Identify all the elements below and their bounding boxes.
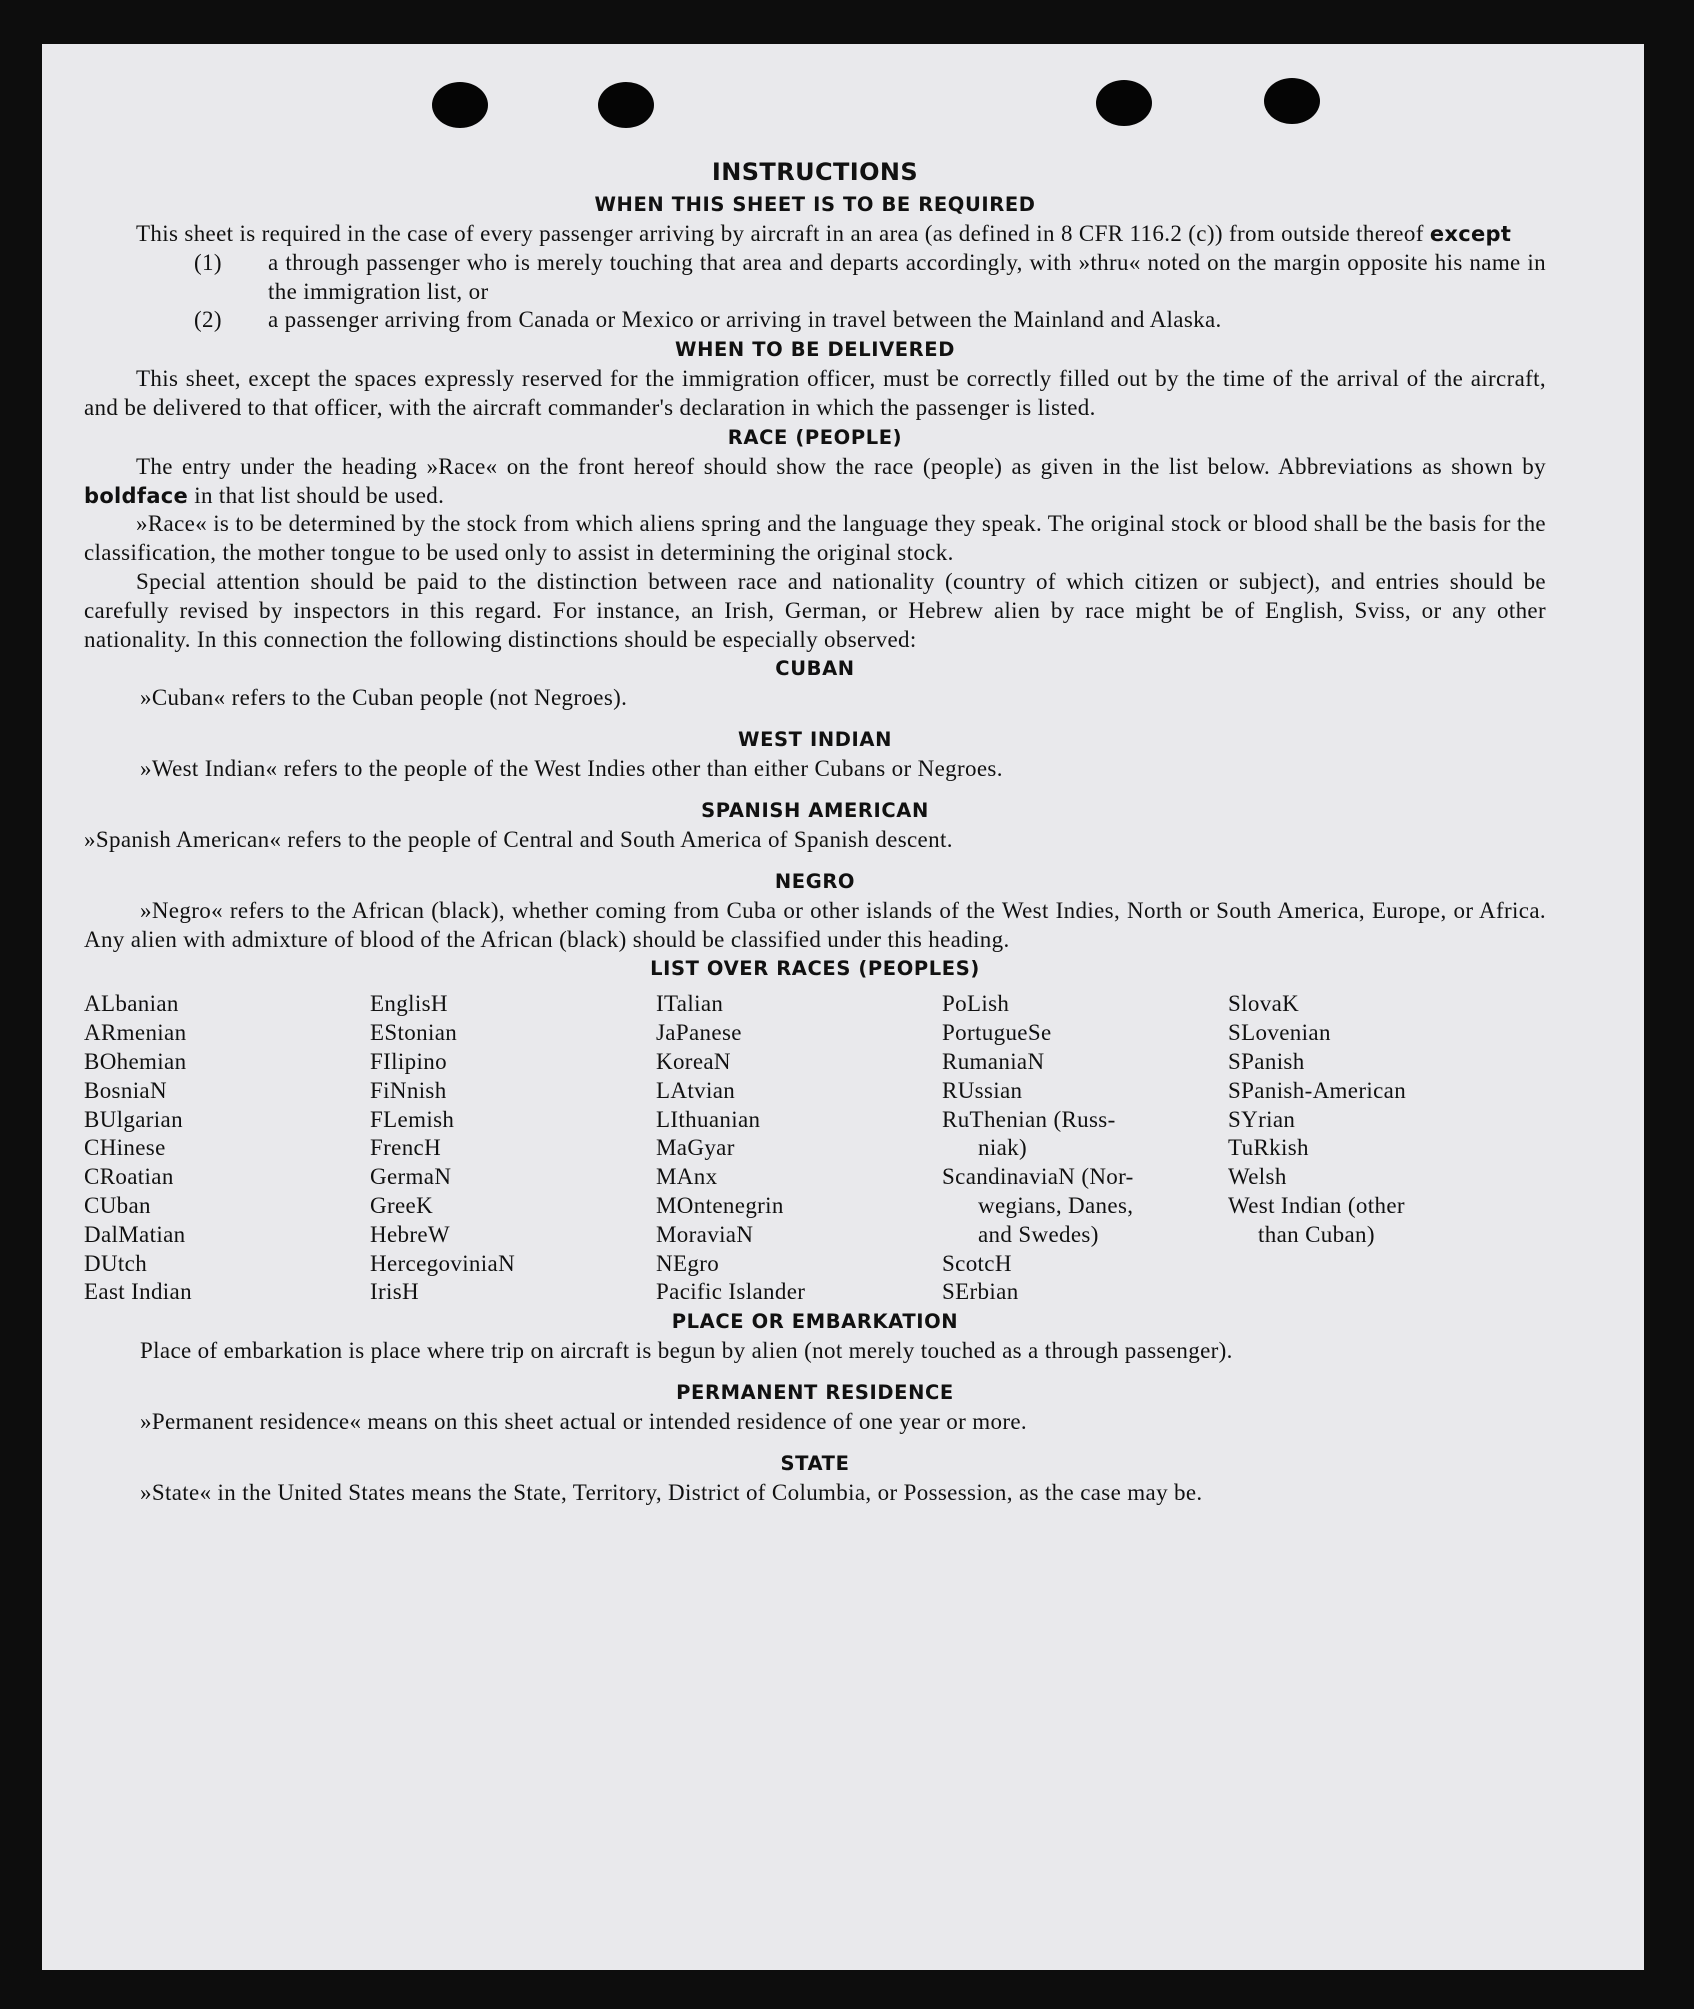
section-heading-required: WHEN THIS SHEET IS TO BE REQUIRED xyxy=(594,193,1036,216)
section-heading-negro: NEGRO xyxy=(774,869,856,893)
race-entry: ScandinaviaN (Nor- xyxy=(942,1164,1134,1190)
race-entry: NEgro xyxy=(656,1250,720,1276)
race-entry: East Indian xyxy=(84,1279,192,1305)
delivered-text: This sheet, except the spaces expressly reserved for the immigration officer, must be correctly filled out by the time of the arrival of the aircraft, and be delivered to that officer, with the aircraft commander's declaration in which the passenger is listed. xyxy=(84,366,1546,420)
race-paragraph-2: »Race« is to be determined by the stock from which aliens spring and the language they speak. The original stock or blood shall be the basis for the classification, the mother tongue to be used only to assist in determining the original stock. xyxy=(84,511,1546,566)
section-heading-embarkation: PLACE OR EMBARKATION xyxy=(671,1310,959,1334)
section-heading-state: STATE xyxy=(780,1451,850,1475)
section-heading-cuban: CUBAN xyxy=(775,657,855,681)
instructions-content xyxy=(84,154,1546,1508)
race-entry: FiNnish xyxy=(370,1077,447,1103)
race-entry-continued: wegians, Danes, xyxy=(978,1192,1134,1218)
exception-item-2: (2) a passenger arriving from Canada or Mexico or arriving in travel between the Mainland and Alaska. xyxy=(194,307,1222,333)
race-entry: SlovaK xyxy=(1228,991,1300,1017)
race-entry: CHinese xyxy=(84,1135,166,1161)
races-column xyxy=(656,990,942,1307)
residence-text: »Permanent residence« means on this sheet actual or intended residence of one year or more. xyxy=(140,1408,1027,1434)
race-entry: GermaN xyxy=(370,1164,452,1190)
race-entry: SLovenian xyxy=(1228,1020,1331,1046)
race-entry: SErbian xyxy=(942,1279,1019,1305)
race-entry: SPanish xyxy=(1228,1048,1305,1074)
race-entry: EnglisH xyxy=(370,991,448,1017)
cuban-text: »Cuban« refers to the Cuban people (not Negroes). xyxy=(140,685,628,711)
exception-item-1: (1) a through passenger who is merely touching that area and departs accordingly, with »thru« noted on the margin opposite his name in the immigration list, or xyxy=(194,249,1546,304)
race-entry: RuThenian (Russ- xyxy=(942,1106,1116,1132)
section-heading-residence: PERMANENT RESIDENCE xyxy=(676,1380,954,1404)
race-entry: ARmenian xyxy=(84,1020,187,1046)
document-sheet xyxy=(42,44,1644,1970)
race-entry: DUtch xyxy=(84,1250,148,1276)
race-entry: BUlgarian xyxy=(84,1106,183,1132)
section-heading-delivered: WHEN TO BE DELIVERED xyxy=(674,338,956,362)
races-column xyxy=(942,990,1228,1307)
section-heading-races-list: LIST OVER RACES (PEOPLES) xyxy=(650,957,980,981)
race-entry: ITalian xyxy=(656,991,724,1017)
race-entry: CRoatian xyxy=(84,1164,174,1190)
race-entry: KoreaN xyxy=(656,1048,731,1074)
punch-hole xyxy=(1096,80,1152,126)
race-entry: IrisH xyxy=(370,1279,420,1305)
races-list xyxy=(84,990,1546,1307)
race-entry: FLemish xyxy=(370,1106,455,1132)
section-heading-spanish-american: SPANISH AMERICAN xyxy=(701,798,929,822)
embarkation-text: Place of embarkation is place where trip on aircraft is begun by alien (not merely touched as a through passenger). xyxy=(140,1338,1233,1364)
race-entry: SPanish-American xyxy=(1228,1077,1407,1103)
races-column xyxy=(1228,990,1518,1307)
race-entry: GreeK xyxy=(370,1192,434,1218)
race-entry: MOntenegrin xyxy=(656,1192,784,1218)
race-entry: EStonian xyxy=(370,1020,458,1046)
race-entry: Pacific Islander xyxy=(656,1279,806,1305)
race-entry: West Indian (other xyxy=(1228,1192,1405,1218)
race-entry: HebreW xyxy=(370,1221,450,1247)
punch-hole xyxy=(1264,78,1320,124)
required-intro: This sheet is required in the case of every passenger arriving by aircraft in an area (as defined in 8 CFR 116.2 (c)) from outside thereof except xyxy=(136,221,1512,246)
race-entry: SYrian xyxy=(1228,1106,1296,1132)
race-entry: LAtvian xyxy=(656,1077,736,1103)
race-entry: BosniaN xyxy=(84,1077,167,1103)
races-column xyxy=(84,990,370,1307)
race-entry: MAnx xyxy=(656,1164,718,1190)
race-entry: MaGyar xyxy=(656,1135,735,1161)
state-text: »State« in the United States means the State, Territory, District of Columbia, or Possession, as the case may be. xyxy=(140,1479,1203,1505)
race-entry: RumaniaN xyxy=(942,1048,1045,1074)
race-entry: RUssian xyxy=(942,1077,1023,1103)
west-indian-text: »West Indian« refers to the people of the West Indies other than either Cubans or Negroes. xyxy=(140,756,1003,782)
section-heading-race: RACE (PEOPLE) xyxy=(727,425,903,449)
race-entry: FIlipino xyxy=(370,1048,447,1074)
page-title: INSTRUCTIONS xyxy=(711,158,919,186)
race-entry: MoraviaN xyxy=(656,1221,754,1247)
race-entry: BOhemian xyxy=(84,1048,187,1074)
race-paragraph-1: The entry under the heading »Race« on the front hereof should show the race (people) as given in the list below. Abbreviations as shown by boldface in that list should be used. xyxy=(84,453,1546,508)
race-paragraph-3: Special attention should be paid to the distinction between race and nationality (country of which citizen or subject), and entries should be carefully revised by inspectors in this regard. For instance, an Irish, German, or Hebrew alien by race might be of English, Sviss, or any other nationality. In this connection the following distinctions should be especially observed: xyxy=(84,568,1546,652)
race-entry: CUban xyxy=(84,1192,151,1218)
races-column xyxy=(370,990,656,1307)
spanish-american-text: »Spanish American« refers to the people of Central and South America of Spanish descent. xyxy=(84,826,953,852)
race-entry: JaPanese xyxy=(656,1020,742,1046)
race-entry: PortugueSe xyxy=(942,1020,1052,1046)
section-heading-west-indian: WEST INDIAN xyxy=(738,728,892,752)
race-entry: LIthuanian xyxy=(656,1106,761,1132)
race-entry: FrencH xyxy=(370,1135,442,1161)
punch-hole xyxy=(598,82,654,128)
punch-hole xyxy=(432,82,488,128)
race-entry-continued: niak) xyxy=(978,1135,1028,1161)
race-entry: ALbanian xyxy=(84,991,179,1017)
negro-text: »Negro« refers to the African (black), whether coming from Cuba or other islands of the West Indies, North or South America, Europe, or Africa. Any alien with admixture of blood of the African (black) should be classified under this heading. xyxy=(84,897,1546,952)
race-entry: PoLish xyxy=(942,991,1010,1017)
race-entry-continued: and Swedes) xyxy=(978,1221,1099,1247)
race-entry: Welsh xyxy=(1228,1164,1287,1190)
race-entry-continued: than Cuban) xyxy=(1258,1221,1375,1247)
race-entry: HercegoviniaN xyxy=(370,1250,516,1276)
race-entry: DalMatian xyxy=(84,1221,186,1247)
race-entry: TuRkish xyxy=(1228,1135,1309,1161)
race-entry: ScotcH xyxy=(942,1250,1012,1276)
